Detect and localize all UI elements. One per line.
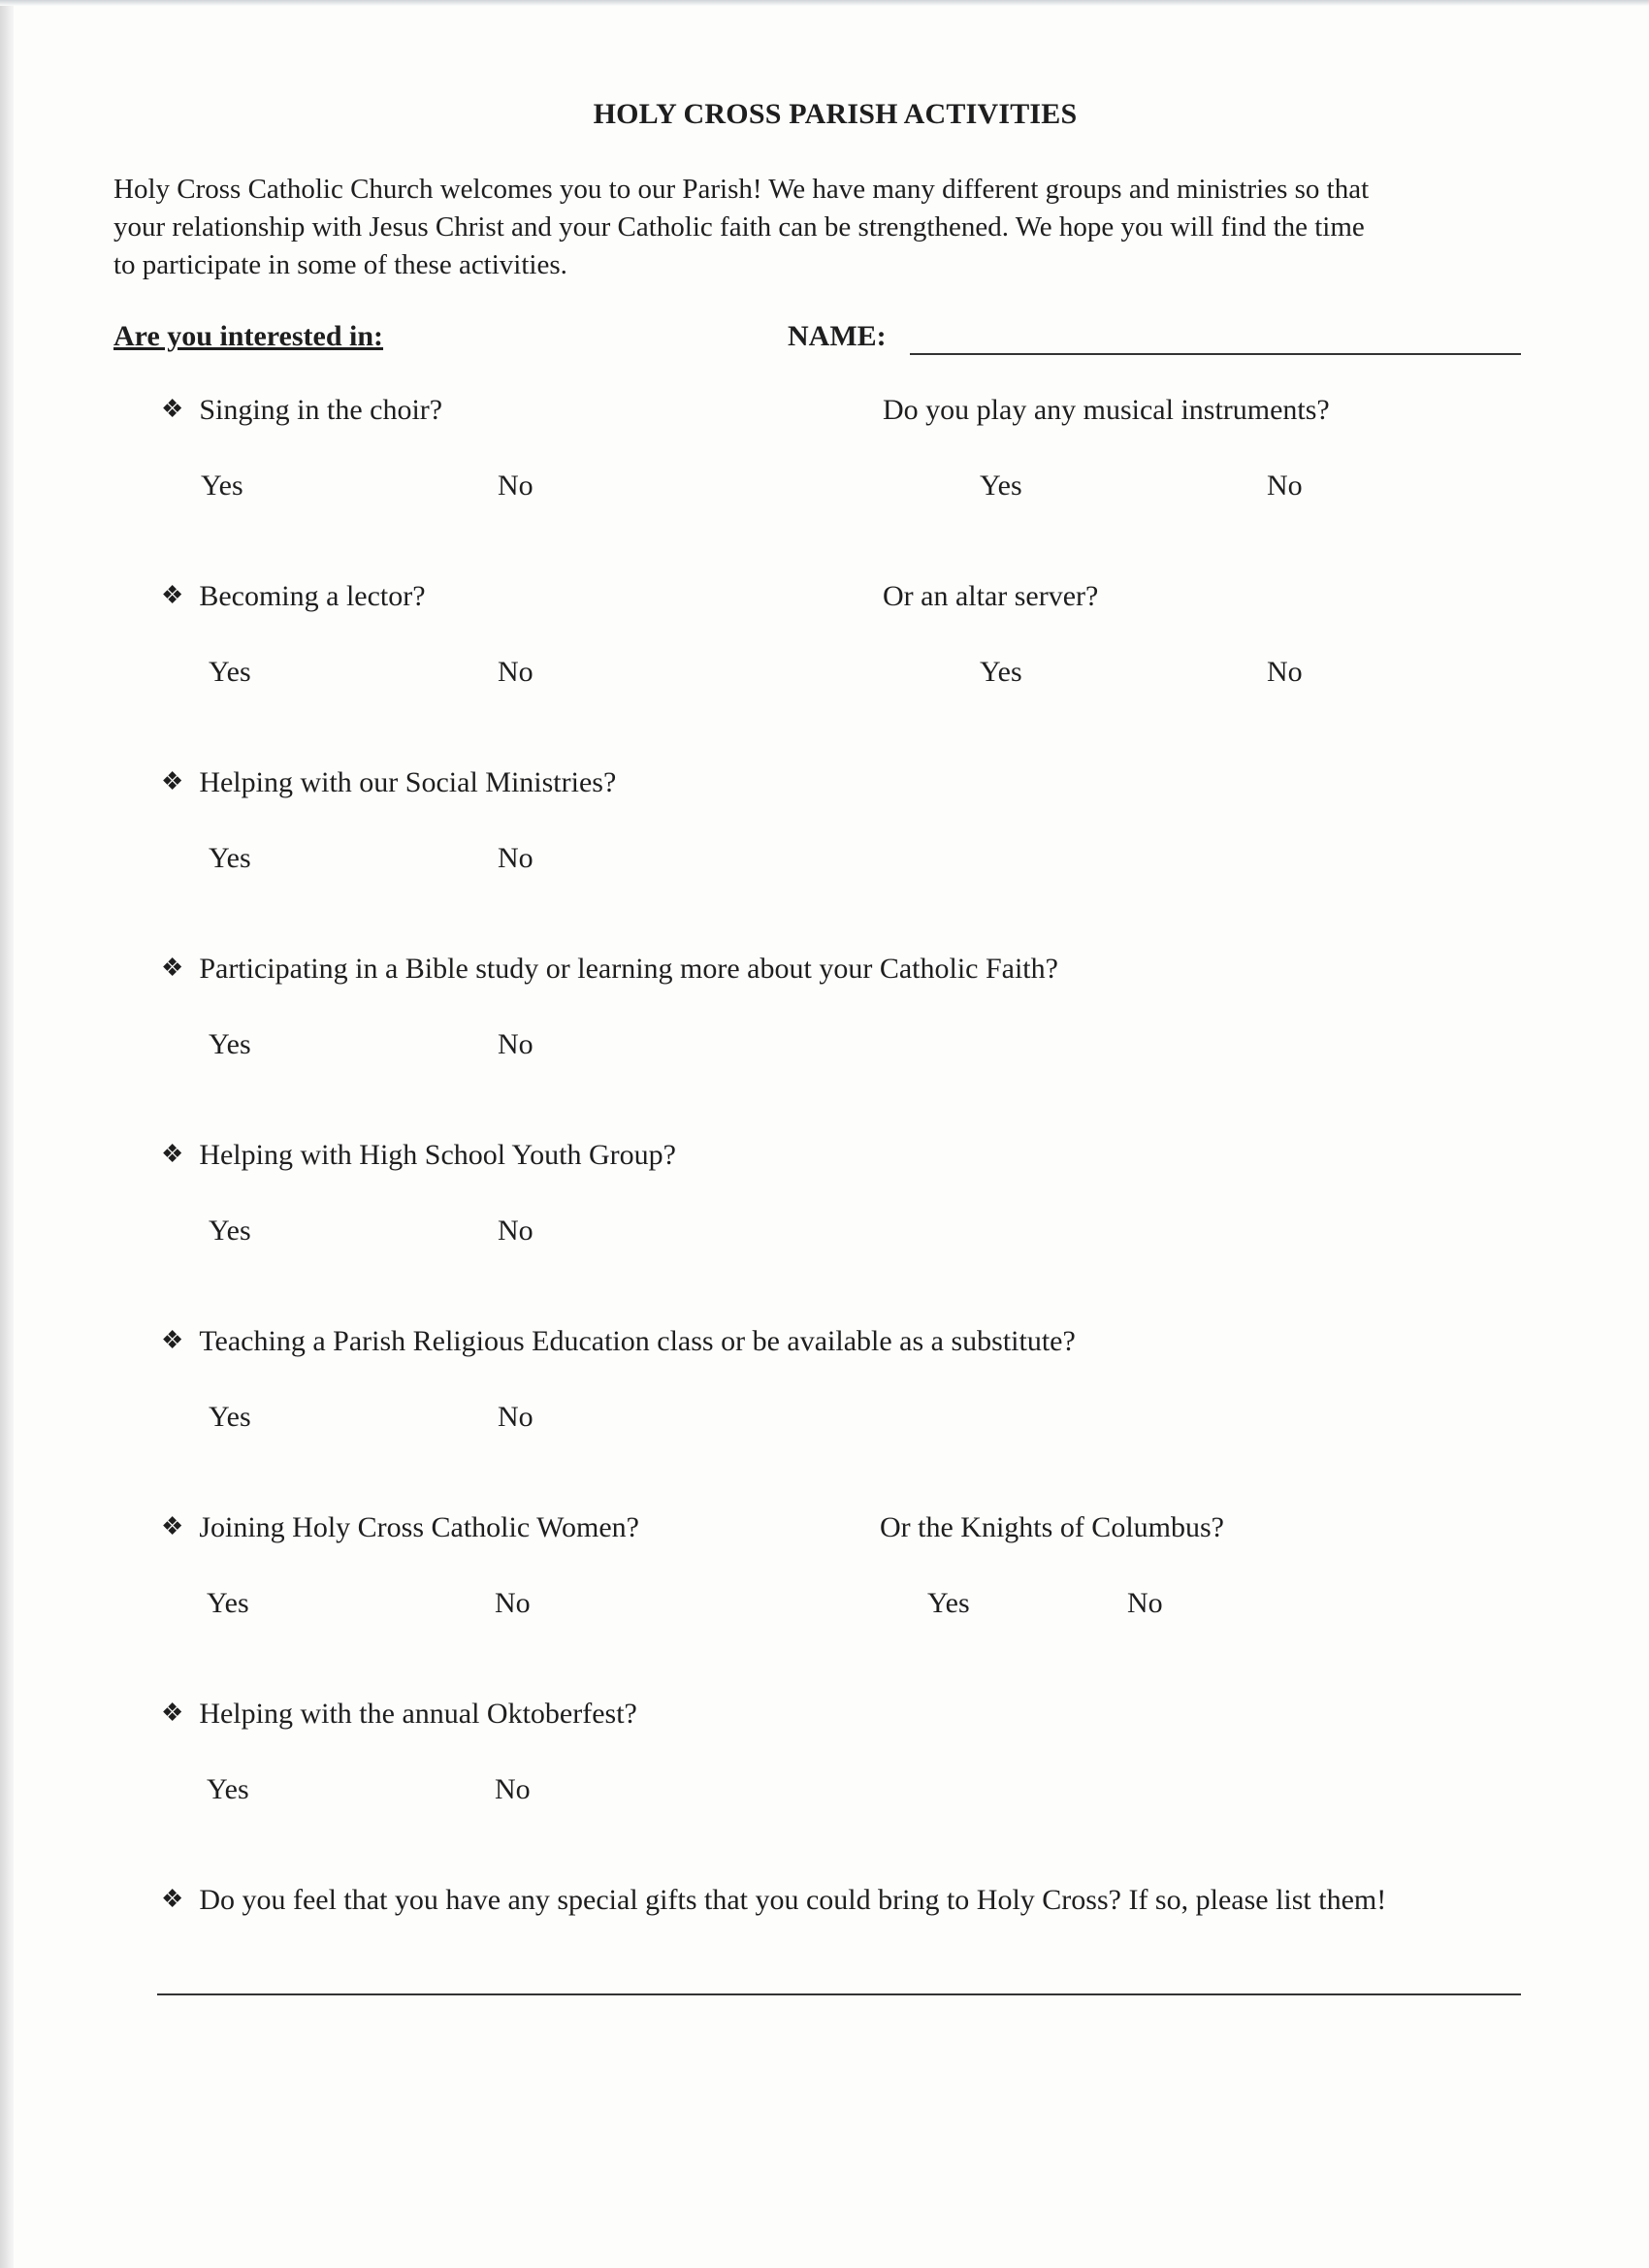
question-teaching [161,1325,1076,1358]
intro-line: your relationship with Jesus Christ and your Catholic faith can be strengthened. We hope you will find the time [113,211,1365,243]
question-text: Helping with the annual Oktoberfest? [199,1698,637,1730]
name-label: NAME: [788,320,887,352]
women-no-option[interactable]: No [495,1587,531,1619]
scan-edge-shadow [0,0,14,2268]
choir-no-option[interactable]: No [498,470,534,502]
lector-no-option[interactable]: No [498,656,534,688]
question-lector [161,580,426,613]
question-instruments [883,394,1330,427]
knights-yes-option[interactable]: Yes [927,1587,970,1619]
knights-no-option[interactable]: No [1127,1587,1163,1619]
bullet-icon: ❖ [161,1326,184,1354]
lector-yes-option[interactable]: Yes [209,656,251,688]
question-special-gifts [161,1884,1386,1917]
bullet-icon: ❖ [161,767,184,795]
question-text: Becoming a lector? [199,580,426,612]
gifts-answer-line[interactable] [157,1993,1521,1995]
oktoberfest-yes-option[interactable]: Yes [207,1773,249,1805]
question-altar-server [883,580,1098,613]
intro-line: to participate in some of these activities. [113,249,567,280]
question-social-ministries [161,766,616,799]
question-youth-group [161,1139,676,1172]
women-yes-option[interactable]: Yes [207,1587,249,1619]
question-text: Helping with our Social Ministries? [199,766,617,798]
instruments-no-option[interactable]: No [1267,470,1303,502]
bullet-icon: ❖ [161,1512,184,1540]
bible-yes-option[interactable]: Yes [209,1028,251,1060]
question-text: Or an altar server? [883,580,1099,612]
bullet-icon: ❖ [161,954,184,982]
bullet-icon: ❖ [161,581,184,609]
interest-header: Are you interested in: [113,320,384,352]
bible-no-option[interactable]: No [498,1028,534,1060]
question-oktoberfest [161,1698,637,1731]
teaching-yes-option[interactable]: Yes [209,1401,251,1433]
question-text: Or the Knights of Columbus? [880,1511,1224,1543]
question-catholic-women [161,1511,639,1544]
social-yes-option[interactable]: Yes [209,842,251,874]
question-text: Participating in a Bible study or learning more about your Catholic Faith? [199,953,1058,985]
question-text: Do you play any musical instruments? [883,394,1330,426]
bullet-icon: ❖ [161,1699,184,1727]
question-choir [161,394,442,427]
question-bible-study [161,953,1058,986]
instruments-yes-option[interactable]: Yes [980,470,1022,502]
bullet-icon: ❖ [161,395,184,423]
oktoberfest-no-option[interactable]: No [495,1773,531,1805]
question-text: Do you feel that you have any special gifts that you could bring to Holy Cross? If so, please list them! [199,1884,1387,1916]
bullet-icon: ❖ [161,1140,184,1168]
altar-yes-option[interactable]: Yes [980,656,1022,688]
question-text: Helping with High School Youth Group? [199,1139,676,1171]
youth-no-option[interactable]: No [498,1215,534,1247]
youth-yes-option[interactable]: Yes [209,1215,251,1247]
altar-no-option[interactable]: No [1267,656,1303,688]
name-field-line[interactable] [910,353,1521,355]
scan-top-edge [0,0,1649,6]
question-knights [880,1511,1224,1544]
social-no-option[interactable]: No [498,842,534,874]
question-text: Joining Holy Cross Catholic Women? [199,1511,639,1543]
intro-line: Holy Cross Catholic Church welcomes you to our Parish! We have many different groups and ministries so that [113,174,1370,205]
question-text: Teaching a Parish Religious Education class or be available as a substitute? [199,1325,1076,1357]
bullet-icon: ❖ [161,1885,184,1913]
intro-paragraph [113,171,1588,284]
teaching-no-option[interactable]: No [498,1401,534,1433]
page-title: HOLY CROSS PARISH ACTIVITIES [593,98,1078,130]
choir-yes-option[interactable]: Yes [201,470,243,502]
question-text: Singing in the choir? [199,394,443,426]
